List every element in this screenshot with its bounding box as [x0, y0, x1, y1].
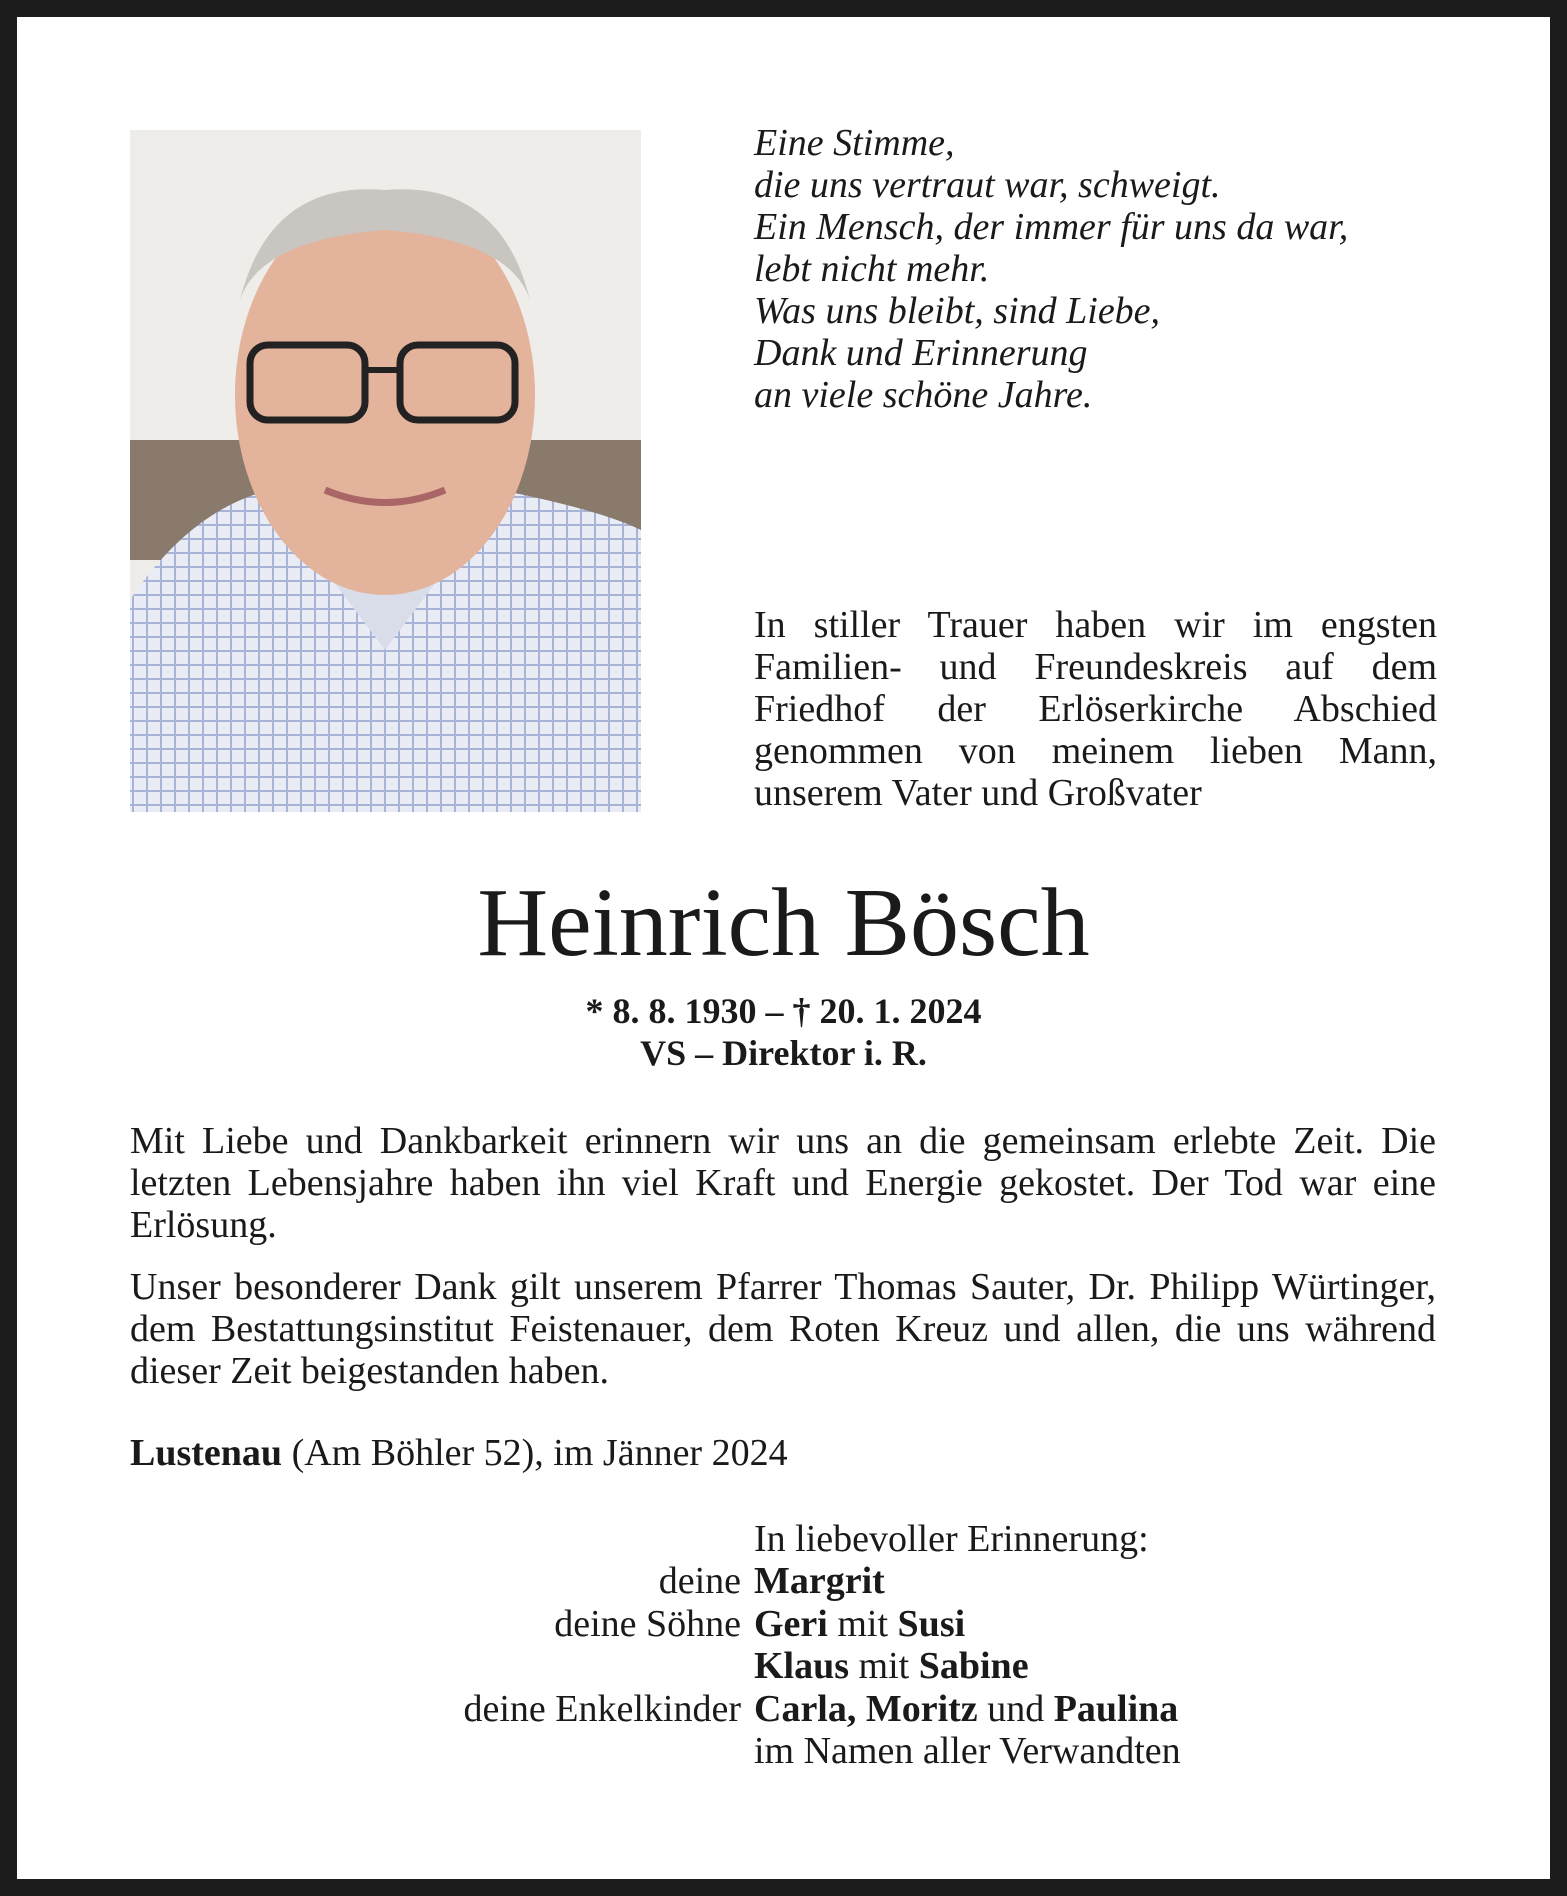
poem-line: Dank und Erinnerung [754, 332, 1088, 374]
poem-line: an viele schöne Jahre. [754, 374, 1093, 416]
thanks-paragraph: Unser besonderer Dank gilt unserem Pfarrer Thomas Sauter, Dr. Philipp Würtinger, dem Bestattungsinstitut Feistenauer, dem Roten Kreuz und allen, die uns während dieser Zeit beigestanden haben. [130, 1266, 1436, 1392]
family-member-name: Paulina [1053, 1687, 1179, 1730]
place-date [130, 1432, 1436, 1474]
relation-label: deine Enkelkinder [463, 1687, 741, 1730]
family-names [754, 1688, 1178, 1730]
family-member-name: Klaus [754, 1645, 850, 1687]
poem-line: die uns vertraut war, schweigt. [754, 164, 1221, 206]
family-member-name: Geri [754, 1602, 828, 1645]
dates: * 8. 8. 1930 – † 20. 1. 2024 [585, 991, 982, 1031]
poem [754, 122, 1348, 416]
portrait-photo [130, 130, 641, 812]
connector-text: mit [849, 1645, 919, 1687]
family-names [754, 1560, 885, 1602]
gratitude-paragraph: Mit Liebe und Dankbarkeit erinnern wir uns an die gemeinsam erlebte Zeit. Die letzten Lebensjahre haben ihn viel Kraft und Energie gekostet. Der Tod war eine Erlösung. [130, 1120, 1436, 1246]
family-member-name: Carla, Moritz [754, 1687, 978, 1730]
family-member-name: Susi [897, 1602, 966, 1645]
family-member-name: Margrit [754, 1560, 885, 1602]
family-names [754, 1645, 1029, 1687]
poem-line: Ein Mensch, der immer für uns da war, [754, 206, 1349, 248]
life-dates [0, 990, 1567, 1074]
poem-line: Eine Stimme, [754, 122, 955, 164]
relation-label: deine [658, 1560, 741, 1602]
family-names [754, 1730, 1181, 1772]
intro-text: In stiller Trauer haben wir im engsten Familien- und Freundeskreis auf dem Friedhof der Erlöserkirche Abschied genommen von meinem lieben Mann, unserem Vater und Großvater [754, 604, 1437, 814]
connector-text: und [977, 1687, 1054, 1730]
address-date: (Am Böhler 52), im Jänner 2024 [282, 1432, 788, 1474]
relation-label: deine Söhne [554, 1602, 741, 1645]
memory-label: In liebevoller Erinnerung: [754, 1518, 1149, 1560]
deceased-name: Heinrich Bösch [477, 869, 1090, 977]
family-member-name: Sabine [918, 1645, 1029, 1687]
town: Lustenau [130, 1432, 283, 1474]
profession: VS – Direktor i. R. [640, 1033, 927, 1073]
poem-line: lebt nicht mehr. [754, 248, 990, 290]
connector-text: mit [827, 1602, 898, 1645]
family-names [754, 1603, 965, 1645]
connector-text: im Namen aller Verwandten [754, 1730, 1181, 1772]
poem-line: Was uns bleibt, sind Liebe, [754, 290, 1161, 332]
